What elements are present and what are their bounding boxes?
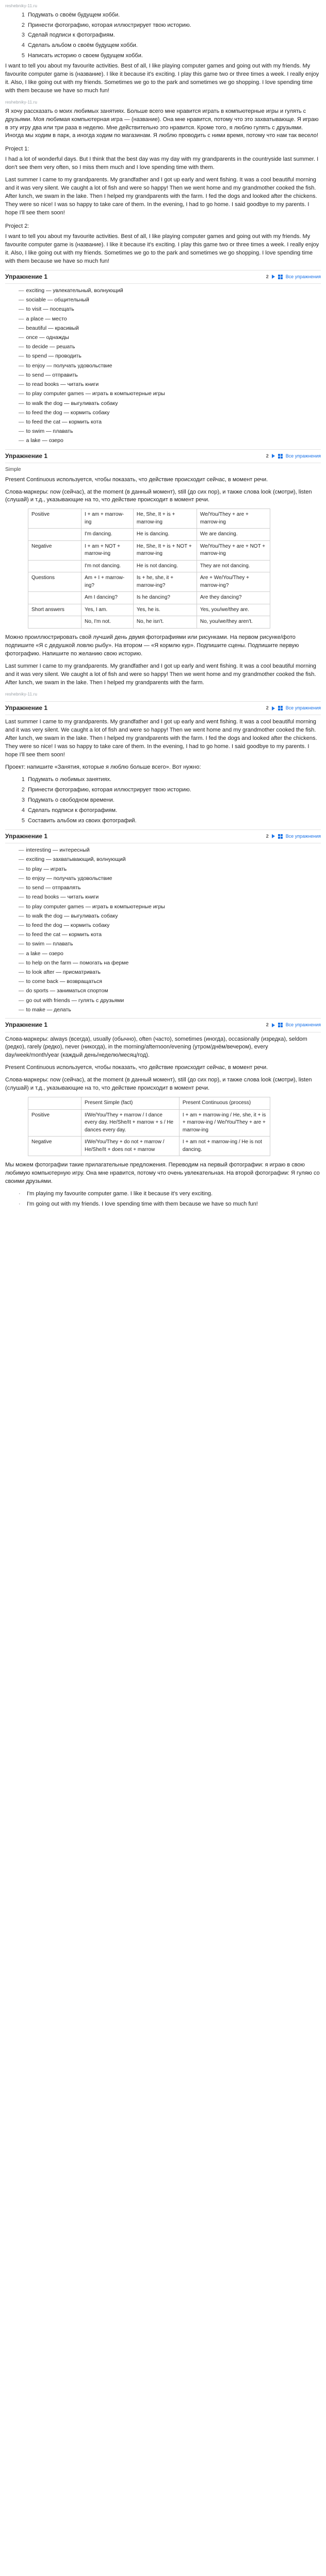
list-item: — a lake — озеро [19, 437, 63, 444]
list-item: — once — однажды [19, 334, 69, 341]
grid-icon[interactable] [278, 706, 283, 710]
exercise-header [5, 270, 321, 284]
list-item: — to walk the dog — выгуливать собаку [19, 912, 118, 919]
list-item: — to play computer games — играть в компьютерные игры [19, 391, 165, 397]
next-arrow-icon[interactable] [272, 275, 275, 279]
list-item: — exciting — захватывающий, волнующий [19, 856, 126, 863]
present-continuous-intro: Present Continuous используется, чтобы показать, что действие происходит сейчас, в момент речи. [5, 476, 268, 483]
exercise-title: Упражнение 1 [5, 273, 47, 280]
list-item: — to visit — посещать [19, 306, 74, 313]
exercise-nav [266, 1022, 321, 1028]
list-item: — to swim — плавать [19, 941, 73, 947]
markers-3: Слова-маркеры: now (сейчас), at the moment (в данный момент), still (до сих пор), и также слова look (смотри), listen (слушай) и т.д., указывающие на то, что действие происходит в момент речи. [5, 1077, 312, 1092]
list-item: — to read books — читать книги [19, 894, 99, 901]
exercise-title: Упражнение 1 [5, 832, 47, 840]
list-item: — to come back — возвращаться [19, 978, 102, 985]
list-item: — go out with friends — гулять с друзьями [19, 997, 124, 1004]
vocab-list-2 [5, 846, 321, 1014]
list-item: 2 Принести фотографию, которая иллюстрирует твою историю. [21, 787, 191, 793]
exercise-number: 2 [266, 833, 269, 839]
next-arrow-icon[interactable] [272, 454, 275, 458]
list-item: — exciting — увлекательный, волнующий [19, 287, 123, 294]
list-item: 5 Написать историю о своем будущем хобби. [21, 53, 143, 59]
watermark: reshebniky-11.ru [5, 4, 38, 8]
table-row: Positive I + am + marrow-ing He, She, It + is + marrow-ing We/You/They + are + marrow-ing [28, 509, 270, 529]
story-en-2: Last summer I came to my grandparents. My grandfather and I got up early and went fishing. It was a cool beautiful morning and it was very silent. We caught a lot of fish and were so happy! Then we went home and my grandmother cooked the fish. After lunch, we swam in the lake. Then I helped my grandparents with the farm. [5, 663, 316, 686]
list-item: — do sports — заниматься спортом [19, 988, 108, 994]
list-item: — to send — отправлять [19, 885, 81, 891]
story-ru: Я хочу рассказать о моих любимых занятиях. Больше всего мне нравится играть в компьютерные игры и гулять с друзьями. Моя любимая компьютерная игра — (название). Она мне нравится, потому что это захватывающе. Я играю в эту игру два или три раза в неделю. Мне действительно это нравится. Кроме того, я люблю гулять с друзьями. Иногда мы ходим в парк, а иногда ходим по магазинам. Я люблю проводить с ними время, потому что нам так весело! [5, 108, 319, 139]
table-row: I'm dancing. He is dancing. We are dancing. [28, 529, 270, 541]
exercise-nav [266, 833, 321, 840]
grid-icon[interactable] [278, 454, 283, 459]
intro-task-list [5, 11, 321, 61]
exercise-nav [266, 274, 321, 280]
all-exercises-link[interactable]: Все упражнения [285, 274, 321, 279]
list-item: — to swim — плавать [19, 428, 73, 435]
list-item: — to spend — проводить [19, 353, 82, 360]
project2-text: I want to tell you about my favourite activities. Best of all, I like playing computer games and going out with my friends. My favourite computer game is (название). I like it because it's exciting. I play this game two or three times a week. I really enjoy it. Also, I like going out with my friends. Sometimes we go to the park and sometimes we go shopping. I love spending time with them because we have so much fun! [5, 233, 319, 264]
list-item: · I'm playing my favourite computer game. I like it because it's very exciting. [19, 1190, 213, 1197]
table-row: Negative I/We/You/They + do not + marrow / He/She/It + does not + marrow I + am not + marrow-ing / He is not dancing. [28, 1137, 270, 1156]
exercise-header [5, 829, 321, 843]
list-item: 1 Подумать о своём будущем хобби. [21, 11, 120, 18]
exercise-header [5, 1018, 321, 1032]
list-item: — a lake — озеро [19, 950, 63, 957]
closing-ru: Мы можем фотографии такие прилагательные предложения. Переводим на первый фотографии: я играю в свою любимую компьютерную игру. Она мне нравится, потому что очень увлекательная. На второй фотографии: Я гуляю со своими друзьями. [5, 1162, 320, 1185]
list-item: — to send — отправить [19, 371, 78, 378]
grammar-table [28, 509, 270, 629]
list-item: — interesting — интересный [19, 847, 90, 854]
list-item: — to enjoy — получать удовольствие [19, 362, 112, 369]
exercise-title: Упражнение 1 [5, 1021, 47, 1029]
next-arrow-icon[interactable] [272, 1023, 275, 1027]
table-row: Short answers Yes, I am. Yes, he is. Yes, you/we/they are. [28, 604, 270, 616]
list-item: — to feed the cat — кормить кота [19, 419, 102, 426]
exercise-number: 2 [266, 453, 269, 459]
example-task: Можно проиллюстрировать свой лучший день двумя фотографиями или рисунками. На первом рисунке/фото подпишите «Я с дедушкой ловлю рыбу». На втором — «Я кормлю кур». Подпишите сцены. Подпишите первую фотографию. Напишите по желанию свою историю. [5, 634, 299, 657]
all-exercises-link[interactable]: Все упражнения [285, 1022, 321, 1028]
watermark: reshebniky-11.ru [5, 691, 38, 697]
task-list-2 [5, 776, 321, 825]
table-row: No, I'm not. No, he isn't. No, you/we/they aren't. [28, 616, 270, 629]
list-item: — to enjoy — получать удовольствие [19, 875, 112, 882]
list-item: 3 Сделай подписи к фотографиям. [21, 32, 115, 39]
story-en: I want to tell you about my favourite activities. Best of all, I like playing computer games and going out with my friends. My favourite computer game is (название). I like it because it's exciting. I play this game two or three times a week. I really enjoy it. Also, I like going out with my friends. Sometimes we go to the park and sometimes we go shopping. I love spending time with them because we have so much fun! [5, 63, 319, 94]
next-arrow-icon[interactable] [272, 834, 275, 838]
exercise-title: Упражнение 1 [5, 452, 47, 460]
list-item: — to help on the farm — помогать на ферме [19, 959, 129, 966]
list-item: 3 Подумать о свободном времени. [21, 796, 115, 803]
all-exercises-link[interactable]: Все упражнения [285, 833, 321, 839]
list-item: — to walk the dog — выгуливать собаку [19, 400, 118, 406]
exercise-number: 2 [266, 705, 269, 711]
all-exercises-link[interactable]: Все упражнения [285, 705, 321, 711]
next-arrow-icon[interactable] [272, 706, 275, 710]
list-item: — to make — делать [19, 1006, 71, 1013]
table-row: Negative I + am + NOT + marrow-ing He, She, It + is + NOT + marrow-ing We/You/They + are + NOT + marrow-ing [28, 540, 270, 560]
list-item: — to feed the dog — кормить собаку [19, 922, 110, 928]
story-en-3: Last summer I came to my grandparents. My grandfather and I got up early and went fishing. It was a cool beautiful morning and it was very silent. We caught a lot of fish and were so happy! Then we went home and my grandmother cooked the fish. After lunch, we swam in the lake. Then I helped my grandparents with the farm. I fed the dogs and looked after the chickens. They were so nice! I was so happy to take care of them. In the evening, I had to go home. I said goodbye to my parents. I hope I'll see them soon! [5, 719, 317, 758]
list-item: — a place — место [19, 315, 67, 322]
table-row: Positive I/We/You/They + marrow / I dance every day. He/She/It + marrow + s / He dances every day. I + am + marrow-ing / He, she, it + is + marrow-ing / We/You/They + are + marrow-ing [28, 1109, 270, 1137]
translation-label: Проект: напишите «Занятия, которые я люблю больше всего». Вот нужно: [5, 764, 201, 771]
list-item: — to feed the cat — кормить кота [19, 931, 102, 938]
list-item: — to play computer games — играть в компьютерные игры [19, 903, 165, 910]
grid-icon[interactable] [278, 275, 283, 279]
grammar-table-2 [28, 1097, 270, 1156]
list-item: — beautiful — красивый [19, 325, 79, 331]
exercise-number: 2 [266, 274, 269, 279]
list-item: — sociable — общительный [19, 297, 89, 303]
present-continuous-2: Present Continuous используется, чтобы показать, что действие происходит сейчас, в момент речи. [5, 1064, 268, 1071]
watermark: reshebniky-11.ru [5, 100, 38, 105]
table-row: Present Simple (fact) Present Continuous (process) [28, 1097, 270, 1110]
project1-text2: Last summer I came to my grandparents. My grandfather and I got up early and went fishing. It was a cool beautiful morning and it was very silent. We caught a lot of fish and were so happy! Then we went home and my grandmother cooked the fish. After lunch, we swam in the lake. Then I helped my grandparents with the farm. I fed the dogs and looked after the chickens. They were so nice! I was so happy to take care of them. In the evening, I had to go home. I said goodbye to my parents. I hope I'll see them soon! [5, 177, 317, 216]
exercise-nav [266, 453, 321, 460]
list-item: 4 Сделать альбом о своём будущем хобби. [21, 42, 138, 49]
list-item: 2 Принести фотографию, которая иллюстрирует твою историю. [21, 22, 191, 28]
exercise-number: 2 [266, 1022, 269, 1028]
grid-icon[interactable] [278, 834, 283, 839]
exercise-header [5, 701, 321, 715]
project2-title: Project 2: [5, 223, 29, 229]
table-row: Questions Am + I + marrow-ing? Is + he, she, it + marrow-ing? Are + We/You/They + marrow-ing? [28, 572, 270, 592]
table-row: Am I dancing? Is he dancing? Are they dancing? [28, 592, 270, 604]
markers-intro: Слова-маркеры: now (сейчас), at the moment (в данный момент), still (до сих пор), и также слова look (смотри), listen (слушай) и т.д., указывающие на то, что действие происходит в момент речи. [5, 488, 312, 503]
exercise-nav [266, 705, 321, 711]
project1-title: Project 1: [5, 146, 29, 152]
exercise-header [5, 449, 321, 463]
project1-text: I had a lot of wonderful days. But I think that the best day was my day with my grandparents in the countryside last summer. I don't see them very often, so I miss them much and I love spending time with them. [5, 156, 319, 171]
list-item: — to read books — читать книги [19, 381, 99, 388]
list-item: — to feed the dog — кормить собаку [19, 409, 110, 416]
list-item: — to look after — присматривать [19, 969, 101, 976]
vocab-list-1 [5, 287, 321, 445]
section-label: Simple [5, 467, 21, 473]
list-item: 1 Подумать о любимых занятиях. [21, 776, 112, 783]
list-item: 4 Сделать подписи к фотографиям. [21, 807, 118, 814]
list-item: 5 Составить альбом из своих фотографий. [21, 817, 137, 824]
all-exercises-link[interactable]: Все упражнения [285, 453, 321, 459]
table-row: I'm not dancing. He is not dancing. They are not dancing. [28, 560, 270, 572]
list-item: · I'm going out with my friends. I love spending time with them because we have so much fun! [19, 1200, 258, 1207]
markers-2: Слова-маркеры: always (всегда), usually (обычно), often (часто), sometimes (иногда), occasionally (изредка), seldom (редко), rarely (редко), never (никогда), in the morning/afternoon/evening (утром/днём/вечером), every day/week/month/year (каждый день/неделю/месяц/год). [5, 1036, 307, 1059]
exercise-title: Упражнение 1 [5, 704, 47, 712]
grid-icon[interactable] [278, 1023, 283, 1027]
list-item: — to decide — решать [19, 344, 75, 350]
list-item: — to play — играть [19, 866, 67, 872]
